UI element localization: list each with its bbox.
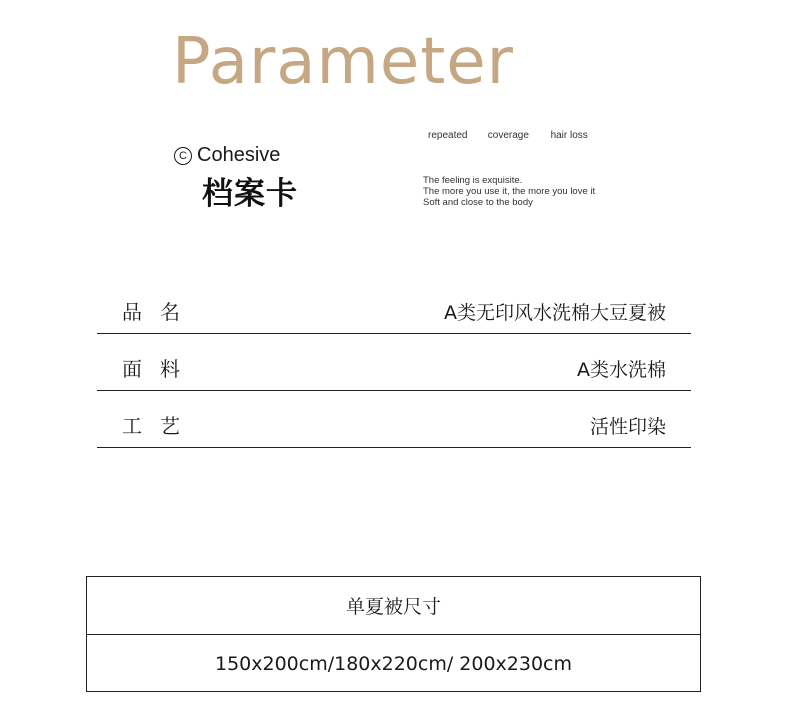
tag-repeated: repeated [428, 130, 468, 141]
parameter-title: Parameter [172, 25, 514, 99]
size-table-header: 单夏被尺寸 [87, 577, 700, 635]
brand-name: Cohesive [197, 144, 281, 166]
param-label: 品名 [122, 300, 198, 324]
brand [174, 144, 280, 167]
param-label: 工艺 [122, 414, 198, 438]
profile-card-subtitle: 档案卡 [202, 176, 298, 212]
size-table-value: 150x200cm/180x220cm/ 200x230cm [214, 652, 573, 675]
size-table [86, 576, 701, 692]
feature-tags [428, 130, 588, 141]
param-row-fabric [97, 333, 691, 391]
copyright-icon: C [174, 147, 192, 165]
param-value: A类水洗棉 [577, 359, 666, 381]
tagline-line: Soft and close to the body [423, 197, 533, 208]
param-row-craft [97, 390, 691, 448]
param-value: 活性印染 [589, 416, 666, 438]
param-label: 面料 [122, 357, 198, 381]
tag-hair-loss: hair loss [550, 130, 588, 141]
tagline-line: The more you use it, the more you love it [423, 186, 596, 197]
param-row-name [97, 276, 691, 334]
tagline [423, 175, 595, 208]
tagline-line: The feeling is exquisite. [423, 175, 523, 186]
tag-coverage: coverage [487, 130, 529, 141]
param-value: A类无印风水洗棉大豆夏被 [444, 302, 666, 324]
